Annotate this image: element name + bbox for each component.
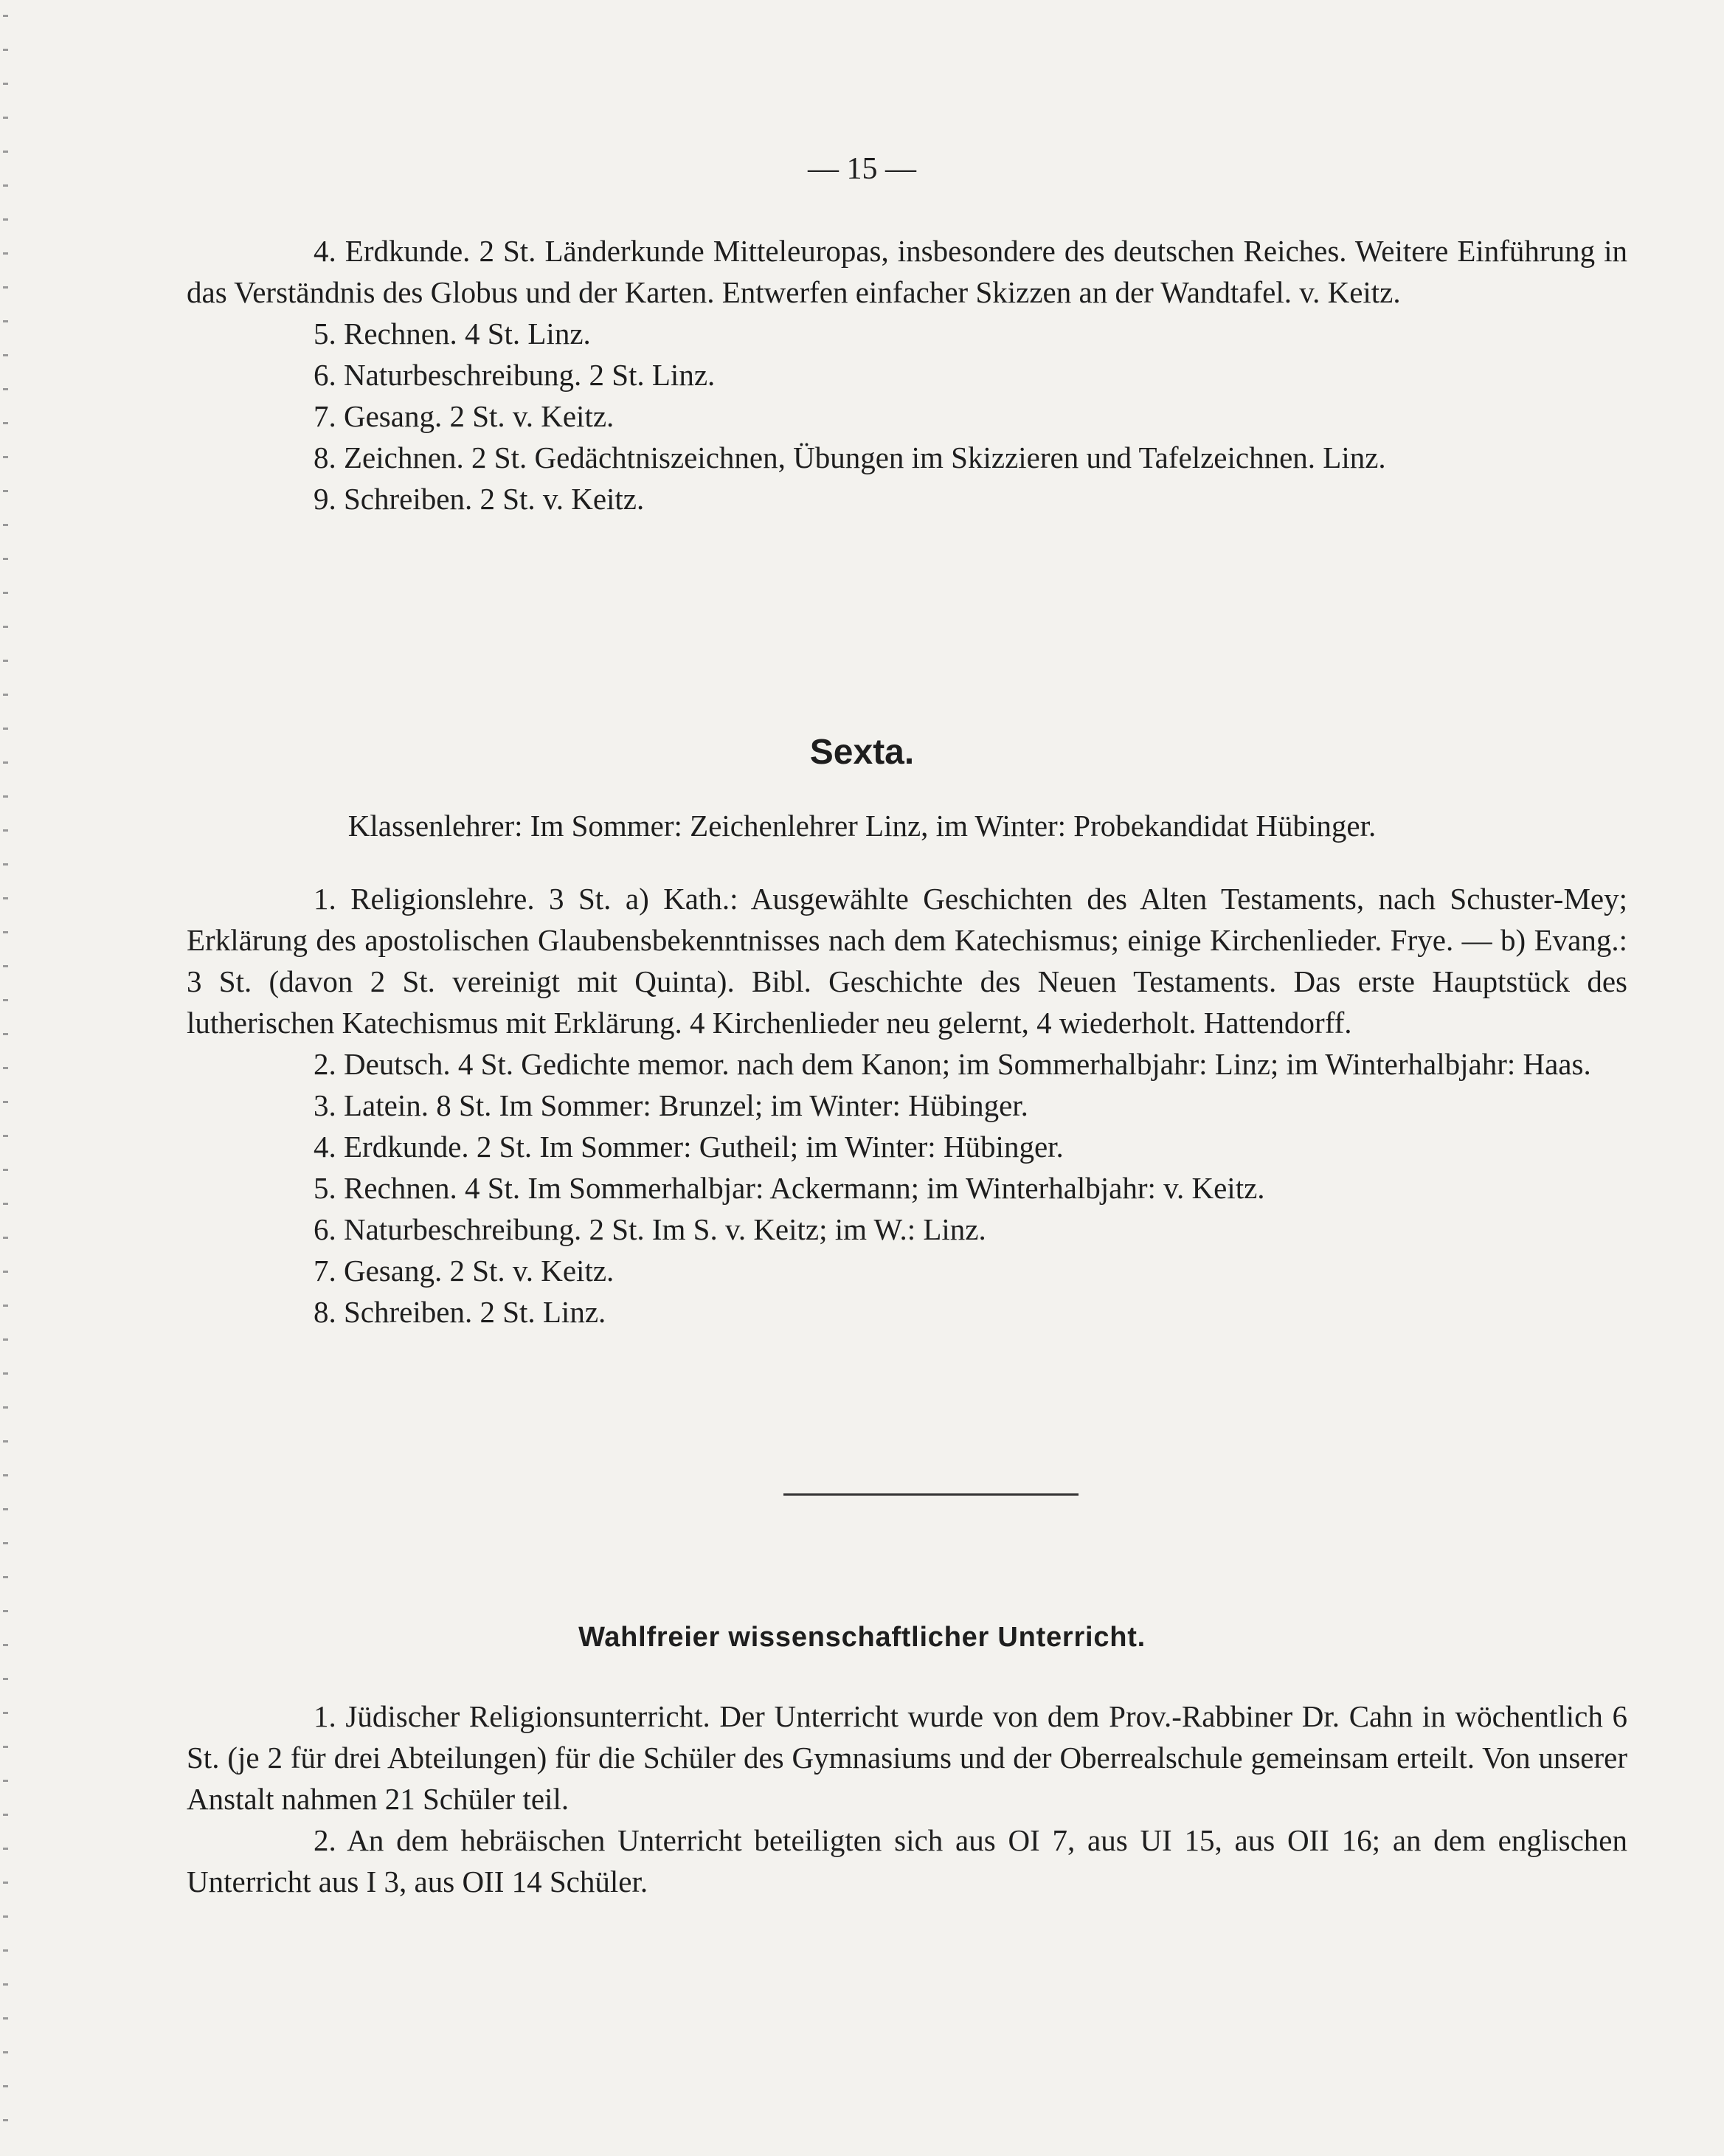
margin-mark [3,252,8,255]
margin-mark [3,15,8,17]
sexta-naturbeschreibung-item: 6. Naturbeschreibung. 2 St. Im S. v. Keitz; im W.: Linz. [314,1212,986,1246]
sexta-rechnen-item: 5. Rechnen. 4 St. Im Sommerhalbjar: Ackermann; im Winterhalbjahr: v. Keitz. [314,1171,1265,1205]
zeichnen-item: 8. Zeichnen. 2 St. Gedächtniszeichnen, Übungen im Skizzieren und Tafelzeichnen. Linz. [314,440,1386,474]
margin-mark [3,1746,8,1748]
margin-mark [3,1542,8,1544]
sexta-gesang-item: 7. Gesang. 2 St. v. Keitz. [314,1254,615,1288]
margin-mark [3,1610,8,1612]
margin-mark [3,558,8,560]
margin-mark [3,694,8,696]
margin-mark [3,1983,8,1986]
margin-mark [3,320,8,322]
margin-mark [3,1848,8,1850]
wahlfrei-heading: Wahlfreier wissenschaftlicher Unterricht. [578,1622,1146,1653]
margin-mark [3,1780,8,1782]
margin-mark [3,1203,8,1205]
margin-mark [3,524,8,526]
sexta-religion-item: 1. Religionslehre. 3 St. a) Kath.: Ausgewählte Geschichten des Alten Testaments, nach Schuster-Mey; Erklärung des apostolischen Glaubensbekenntnisses nach dem Katechismus; einige Kirchenlieder. Frye. — b) Evang.: 3 St. (davon 2 St. vereinigt mit Quinta). Bibl. Geschichte des Neuen Testaments. Das erste Hauptstück des lutherischen Katechismus mit Erklärung. 4 Kirchenlieder neu gelernt, 4 wiederholt. Hattendorff. [187,882,1627,1040]
margin-mark [3,1135,8,1137]
margin-mark [3,1067,8,1069]
margin-mark [3,1169,8,1171]
juedischer-religionsunterricht: 1. Jüdischer Religionsunterricht. Der Unterricht wurde von dem Prov.-Rabbiner Dr. Cahn in wöchentlich 6 St. (je 2 für drei Abteilungen) für die Schüler des Gymnasiums und der Oberrealschule gemeinsam erteilt. Von unserer Anstalt nahmen 21 Schüler teil. [187,1699,1627,1816]
naturbeschreibung-item: 6. Naturbeschreibung. 2 St. Linz. [314,358,716,392]
sexta-erdkunde-item: 4. Erdkunde. 2 St. Im Sommer: Gutheil; im Winter: Hübinger. [314,1130,1064,1164]
margin-mark [3,422,8,424]
margin-mark [3,2085,8,2087]
margin-mark [3,592,8,594]
margin-mark [3,354,8,356]
section-divider [783,1493,1079,1496]
margin-mark [3,456,8,458]
margin-mark [3,1508,8,1510]
sexta-latein-item: 3. Latein. 8 St. Im Sommer: Brunzel; im Winter: Hübinger. [314,1088,1028,1122]
margin-mark [3,1033,8,1035]
margin-mark [3,1915,8,1918]
margin-mark [3,83,8,85]
margin-mark [3,49,8,51]
margin-mark [3,218,8,221]
margin-mark [3,1949,8,1952]
left-margin-perforation [3,0,13,2156]
gesang-item: 7. Gesang. 2 St. v. Keitz. [314,399,615,433]
margin-mark [3,2051,8,2053]
margin-mark [3,388,8,390]
margin-mark [3,795,8,798]
margin-mark [3,999,8,1001]
margin-mark [3,626,8,628]
schreiben-item: 9. Schreiben. 2 St. v. Keitz. [314,482,645,516]
margin-mark [3,117,8,119]
rechnen-item: 5. Rechnen. 4 St. Linz. [314,317,591,350]
sexta-items [187,878,1627,1333]
margin-mark [3,965,8,967]
margin-mark [3,1814,8,1816]
margin-mark [3,1882,8,1884]
margin-mark [3,897,8,899]
margin-mark [3,490,8,492]
margin-mark [3,863,8,865]
margin-mark [3,2017,8,2019]
margin-mark [3,1338,8,1341]
sexta-deutsch-item: 2. Deutsch. 4 St. Gedichte memor. nach dem Kanon; im Sommerhalbjahr: Linz; im Winterhalbjahr: Haas. [314,1047,1591,1081]
margin-mark [3,1271,8,1273]
sexta-class-teacher: Klassenlehrer: Im Sommer: Zeichenlehrer Linz, im Winter: Probekandidat Hübinger. [347,809,1377,843]
margin-mark [3,1101,8,1103]
margin-mark [3,1305,8,1307]
margin-mark [3,1678,8,1680]
sexta-schreiben-item: 8. Schreiben. 2 St. Linz. [314,1295,606,1329]
margin-mark [3,1440,8,1442]
sexta-heading: Sexta. [809,733,915,772]
page-number: — 15 — [808,152,916,186]
margin-mark [3,1576,8,1578]
margin-mark [3,2119,8,2121]
erdkunde-item: 4. Erdkunde. 2 St. Länderkunde Mitteleuropas, insbesondere des deutschen Reiches. Weitere Einführung in das Verständnis des Globus und der Karten. Entwerfen einfacher Skizzen an der Wandtafel. v. Keitz. [187,234,1627,309]
margin-mark [3,286,8,288]
hebraeisch-englisch-unterricht: 2. An dem hebräischen Unterricht beteiligten sich aus OI 7, aus UI 15, aus OII 16; an dem englischen Unterricht aus I 3, aus OII 14 Schüler. [187,1823,1627,1898]
margin-mark [3,1372,8,1375]
margin-mark [3,728,8,730]
margin-mark [3,1712,8,1714]
margin-mark [3,1406,8,1409]
margin-mark [3,931,8,933]
margin-mark [3,660,8,662]
wahlfrei-section [187,1696,1627,1902]
margin-mark [3,1237,8,1239]
erdkunde-section [187,230,1627,519]
margin-mark [3,1474,8,1476]
